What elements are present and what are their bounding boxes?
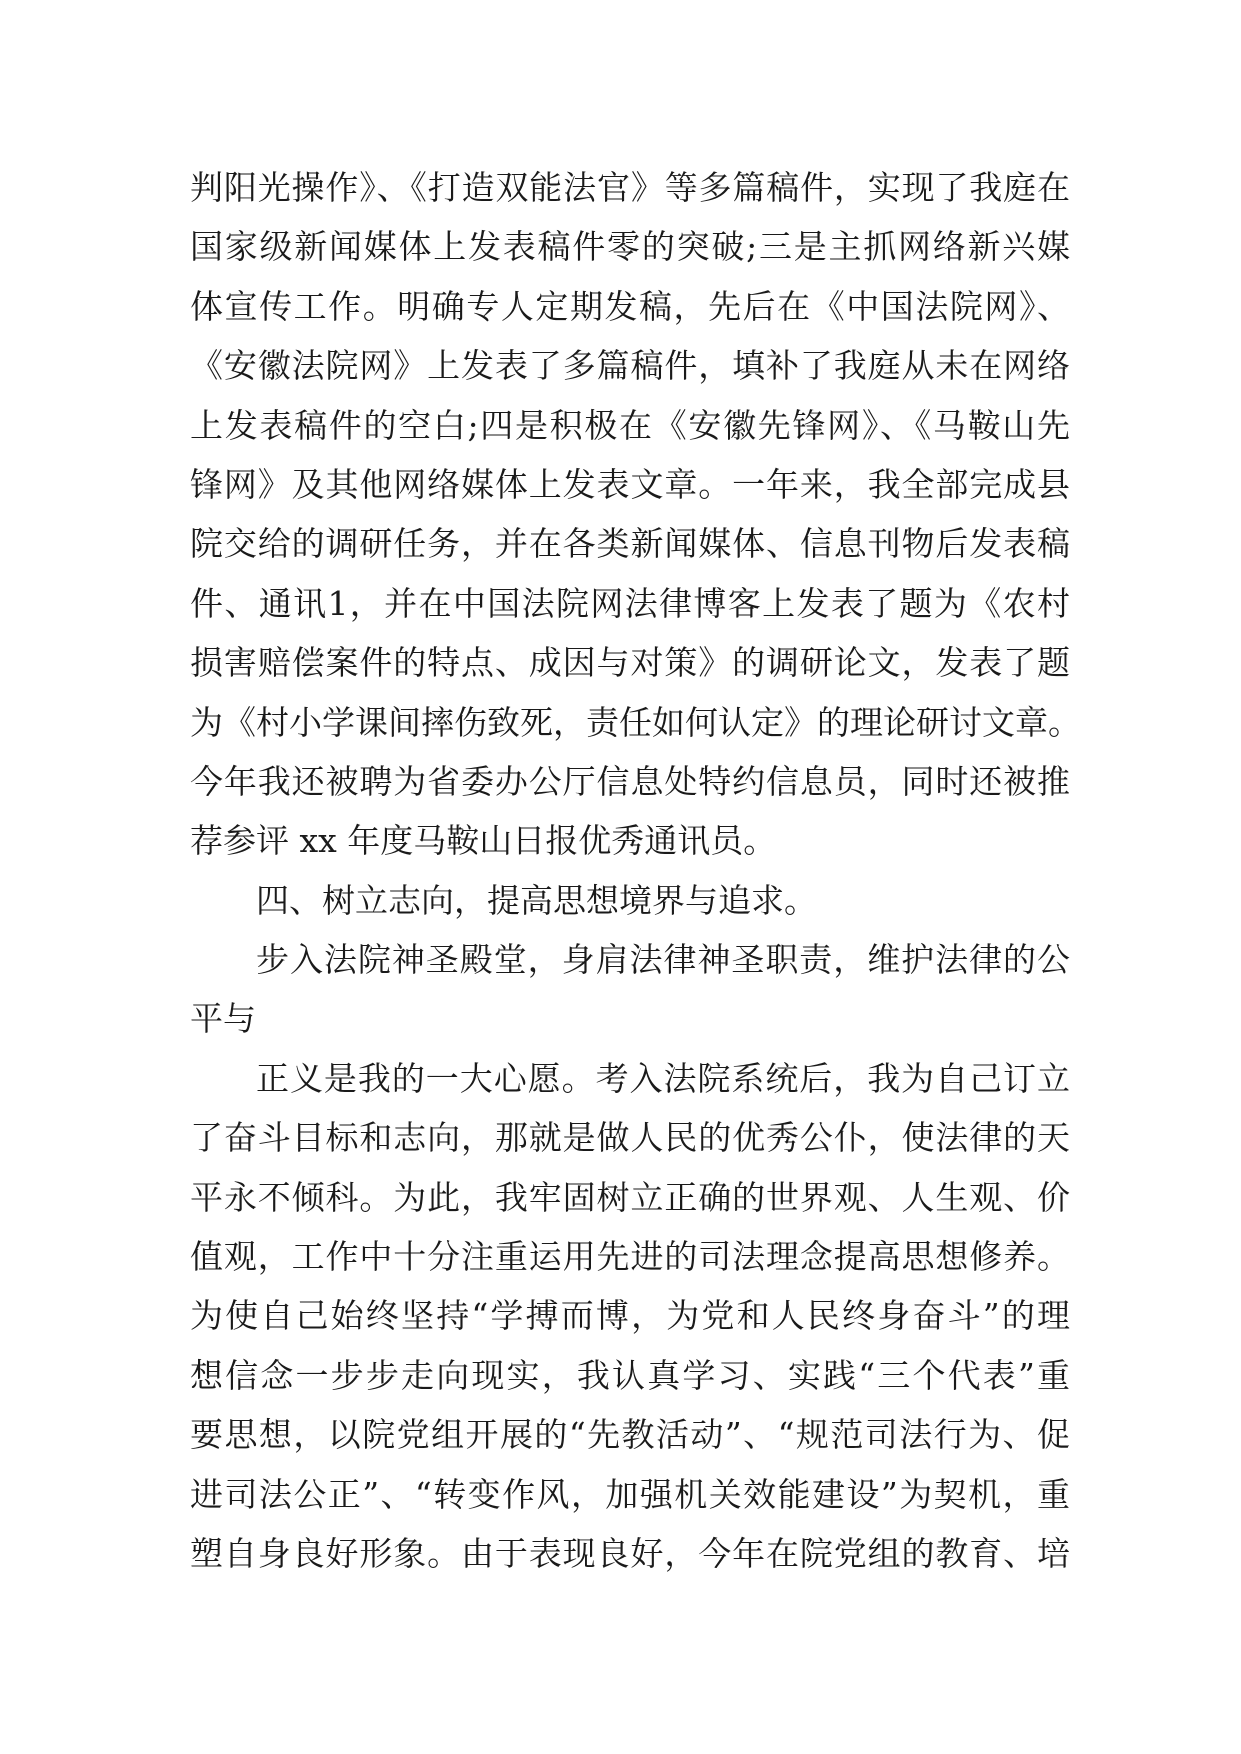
- text-line: 件、通讯1，并在中国法院网法律博客上发表了题为《农村: [190, 583, 1070, 623]
- text-line: 今年我还被聘为省委办公厅信息处特约信息员，同时还被推: [190, 761, 1070, 801]
- text-line: 了奋斗目标和志向，那就是做人民的优秀公仆，使法律的天: [190, 1118, 1070, 1158]
- text-line: 四、树立志向，提高思想境界与追求。: [256, 880, 817, 920]
- text-line: 体宣传工作。明确专人定期发稿，先后在《中国法院网》、: [190, 286, 1070, 326]
- text-line: 荐参评 xx 年度马鞍山日报优秀通讯员。: [190, 821, 777, 861]
- text-line: 锋网》及其他网络媒体上发表文章。一年来，我全部完成县: [190, 464, 1070, 504]
- text-line: 要思想，以院党组开展的“先教活动”、“规范司法行为、促: [190, 1415, 1070, 1455]
- text-line: 想信念一步步走向现实，我认真学习、实践“三个代表”重: [190, 1355, 1070, 1395]
- text-line: 判阳光操作》、《打造双能法官》等多篇稿件，实现了我庭在: [190, 168, 1070, 207]
- text-line: 步入法院神圣殿堂，身肩法律神圣职责，维护法律的公: [256, 940, 1070, 980]
- text-line: 国家级新闻媒体上发表稿件零的突破;三是主抓网络新兴媒: [190, 227, 1070, 267]
- text-line: 平与: [190, 999, 256, 1039]
- text-line: 《安徽法院网》上发表了多篇稿件，填补了我庭从未在网络: [190, 346, 1070, 386]
- text-line: 正义是我的一大心愿。考入法院系统后，我为自己订立: [256, 1058, 1070, 1098]
- text-line: 值观，工作中十分注重运用先进的司法理念提高思想修养。: [190, 1237, 1070, 1277]
- text-line: 平永不倾科。为此，我牢固树立正确的世界观、人生观、价: [190, 1177, 1070, 1217]
- text-line: 塑自身良好形象。由于表现良好，今年在院党组的教育、培: [190, 1533, 1070, 1573]
- text-line: 损害赔偿案件的特点、成因与对策》的调研论文，发表了题: [190, 643, 1070, 683]
- text-line: 院交给的调研任务，并在各类新闻媒体、信息刊物后发表稿: [190, 524, 1070, 564]
- text-line: 上发表稿件的空白;四是积极在《安徽先锋网》、《马鞍山先: [190, 405, 1070, 445]
- text-line: 为使自己始终坚持“学搏而博，为党和人民终身奋斗”的理: [190, 1296, 1070, 1336]
- text-line: 为《村小学课间摔伤致死，责任如何认定》的理论研讨文章。: [190, 702, 1081, 742]
- text-line: 进司法公正”、“转变作风，加强机关效能建设”为契机，重: [190, 1474, 1070, 1514]
- body-text: [190, 158, 1081, 1583]
